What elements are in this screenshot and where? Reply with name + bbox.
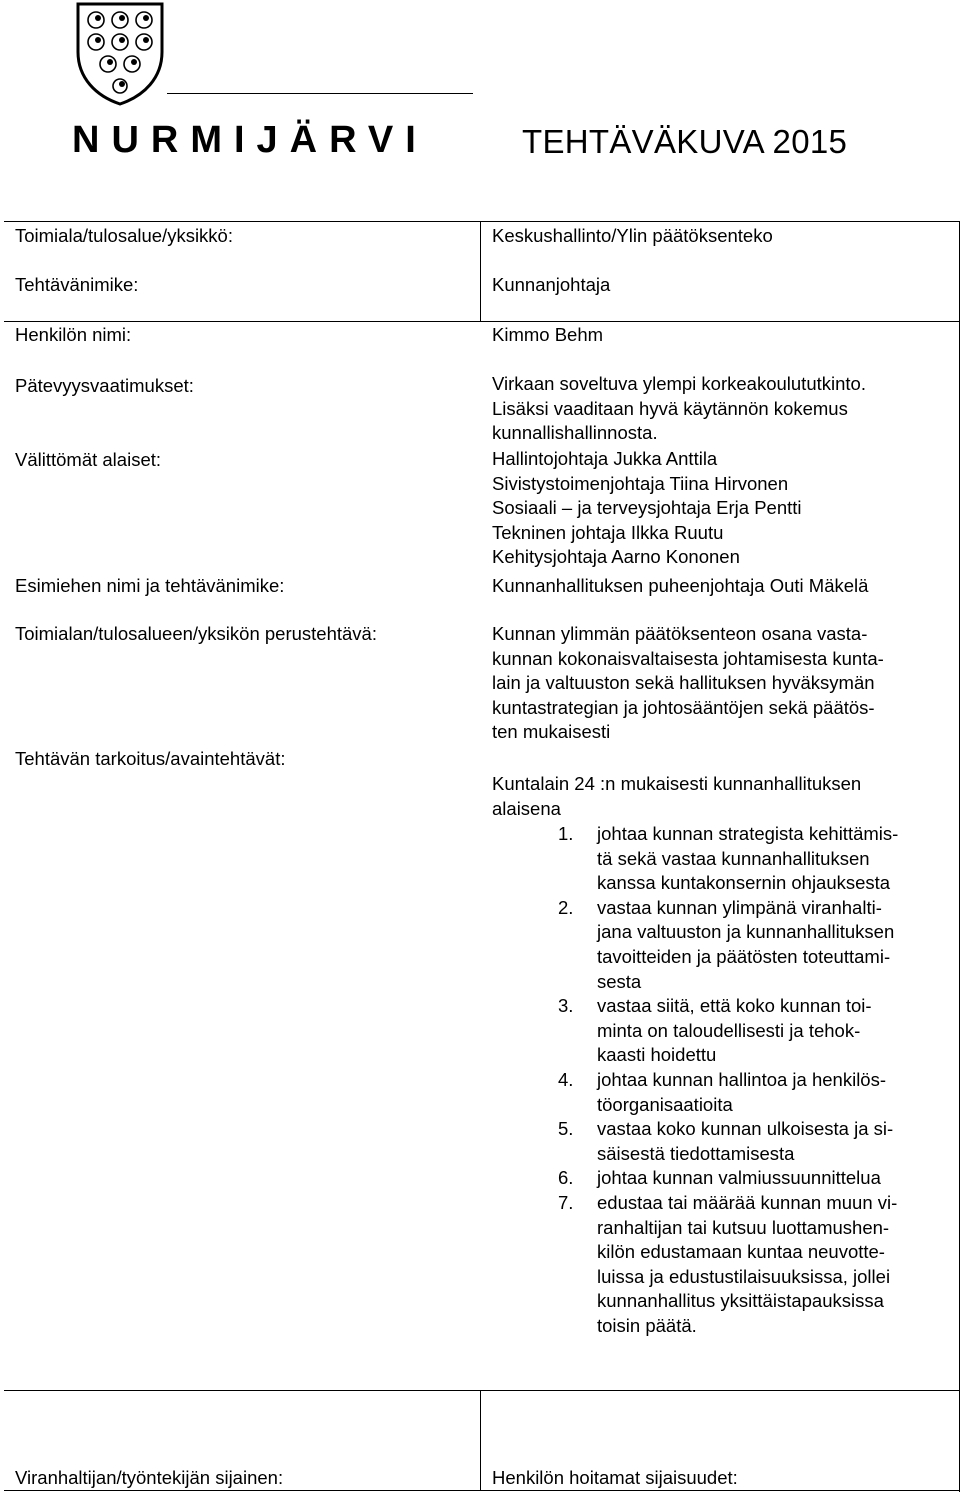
duty-item (492, 1166, 898, 1191)
duty-number: 7. (558, 1191, 574, 1213)
duty-line: toisin päätä. (597, 1314, 697, 1336)
duty-line: johtaa kunnan valmiussuunnittelua (597, 1167, 881, 1189)
duty-line: töorganisaatioita (597, 1093, 733, 1115)
duty-line: johtaa kunnan strategista kehittämis- (597, 823, 899, 844)
job-title-value: Kunnanjohtaja (492, 274, 611, 295)
basic-task-line: kunnan kokonaisvaltaisesta johtamisesta kunta- (492, 647, 884, 669)
supervisor-value: Kunnanhallituksen puheenjohtaja Outi Mäkelä (492, 575, 869, 596)
purpose-intro-line: Kuntalain 24 :n mukaisesti kunnanhallituksen (492, 773, 862, 794)
duty-line: edustaa tai määrää kunnan muun vi- (597, 1191, 898, 1213)
coat-of-arms-logo (74, 0, 166, 108)
duty-line: sesta (597, 970, 642, 992)
duty-line: kilön edustamaan kuntaa neuvotte- (597, 1241, 885, 1263)
duty-line: kunnanhallitus yksittäistapauksissa (597, 1290, 884, 1312)
document-title: TEHTÄVÄKUVA 2015 (522, 123, 848, 160)
duty-line: ranhaltijan tai kutsuu luottamushen- (597, 1216, 890, 1238)
duty-line: kanssa kuntakonsernin ohjauksesta (597, 872, 891, 894)
duty-line: minta on taloudellisesti ja tehok- (597, 1019, 861, 1041)
row-divider (4, 1390, 959, 1391)
purpose-intro (492, 772, 861, 821)
duty-line: säisestä tiedottamisesta (597, 1142, 795, 1164)
duty-line: vastaa kunnan ylimpänä viranhalti- (597, 896, 882, 918)
duty-number: 2. (558, 896, 574, 918)
duty-item (492, 896, 898, 994)
subordinate-item: Sosiaali – ja terveysjohtaja Erja Pentti (492, 497, 802, 519)
duty-line: johtaa kunnan hallintoa ja henkilös- (597, 1068, 887, 1090)
basic-task-line: Kunnan ylimmän päätöksenteon osana vasta- (492, 623, 868, 644)
qualifications-label: Pätevyysvaatimukset: (15, 375, 194, 396)
basic-task-line: kuntastrategian ja johtosääntöjen sekä päätös- (492, 696, 875, 718)
duty-line: luissa ja edustustilaisuuksissa, jollei (597, 1265, 891, 1287)
subordinates-label: Välittömät alaiset: (15, 449, 162, 470)
qualifications-line: Lisäksi vaaditaan hyvä käytännön kokemus (492, 397, 848, 419)
duty-item (492, 822, 898, 896)
subordinate-item: Tekninen johtaja Ilkka Ruutu (492, 521, 724, 543)
duty-line: vastaa koko kunnan ulkoisesta ja si- (597, 1118, 894, 1140)
substitute-label: Viranhaltijan/työntekijän sijainen: (15, 1467, 284, 1488)
person-label: Henkilön nimi: (15, 324, 132, 345)
header-rule (167, 93, 473, 94)
person-value: Kimmo Behm (492, 324, 604, 345)
job-title-label: Tehtävänimike: (15, 274, 139, 295)
duty-number: 5. (558, 1118, 574, 1140)
substitutions-label: Henkilön hoitamat sijaisuudet: (492, 1467, 738, 1488)
duty-line: tä sekä vastaa kunnanhallituksen (597, 847, 870, 869)
basic-task-line: ten mukaisesti (492, 721, 611, 743)
qualifications-line: Virkaan soveltuva ylempi korkeakoulututkinto. (492, 373, 866, 394)
duty-number: 6. (558, 1167, 574, 1189)
duty-line: jana valtuuston ja kunnanhallituksen (597, 921, 895, 943)
purpose-intro-line: alaisena (492, 797, 561, 819)
municipality-wordmark (72, 112, 432, 160)
column-divider-bottom (480, 1390, 481, 1491)
duty-line: tavoitteiden ja päätösten toteuttami- (597, 945, 891, 967)
svg-text:NURMIJÄRVI: NURMIJÄRVI (72, 119, 428, 160)
subordinate-item: Sivistystoimenjohtaja Tiina Hirvonen (492, 472, 789, 494)
duty-item (492, 1117, 898, 1166)
duty-item (492, 994, 898, 1068)
duty-item (492, 1191, 898, 1339)
subordinate-item: Hallintojohtaja Jukka Anttila (492, 448, 718, 469)
basic-task-value (492, 622, 884, 745)
duty-line: kaasti hoidettu (597, 1044, 717, 1066)
unit-label: Toimiala/tulosalue/yksikkö: (15, 225, 233, 246)
supervisor-label: Esimiehen nimi ja tehtävänimike: (15, 575, 285, 596)
duty-number: 1. (558, 823, 574, 844)
purpose-label: Tehtävän tarkoitus/avaintehtävät: (15, 748, 286, 769)
unit-value: Keskushallinto/Ylin päätöksenteko (492, 225, 773, 246)
column-divider (480, 221, 481, 321)
subordinates-list (492, 447, 802, 570)
subordinate-item: Kehitysjohtaja Aarno Kononen (492, 546, 740, 568)
row-divider (4, 1490, 959, 1491)
row-divider (4, 321, 959, 322)
duty-line: vastaa siitä, että koko kunnan toi- (597, 995, 872, 1017)
duty-item (492, 1068, 898, 1117)
duty-number: 3. (558, 995, 574, 1017)
qualifications-line: kunnallishallinnosta. (492, 422, 658, 444)
duty-number: 4. (558, 1068, 574, 1090)
basic-task-label: Toimialan/tulosalueen/yksikön perustehtävä: (15, 623, 377, 644)
duties-list (492, 822, 898, 1338)
basic-task-line: lain ja valtuuston sekä hallituksen hyväksymän (492, 672, 875, 694)
qualifications-value (492, 372, 866, 446)
